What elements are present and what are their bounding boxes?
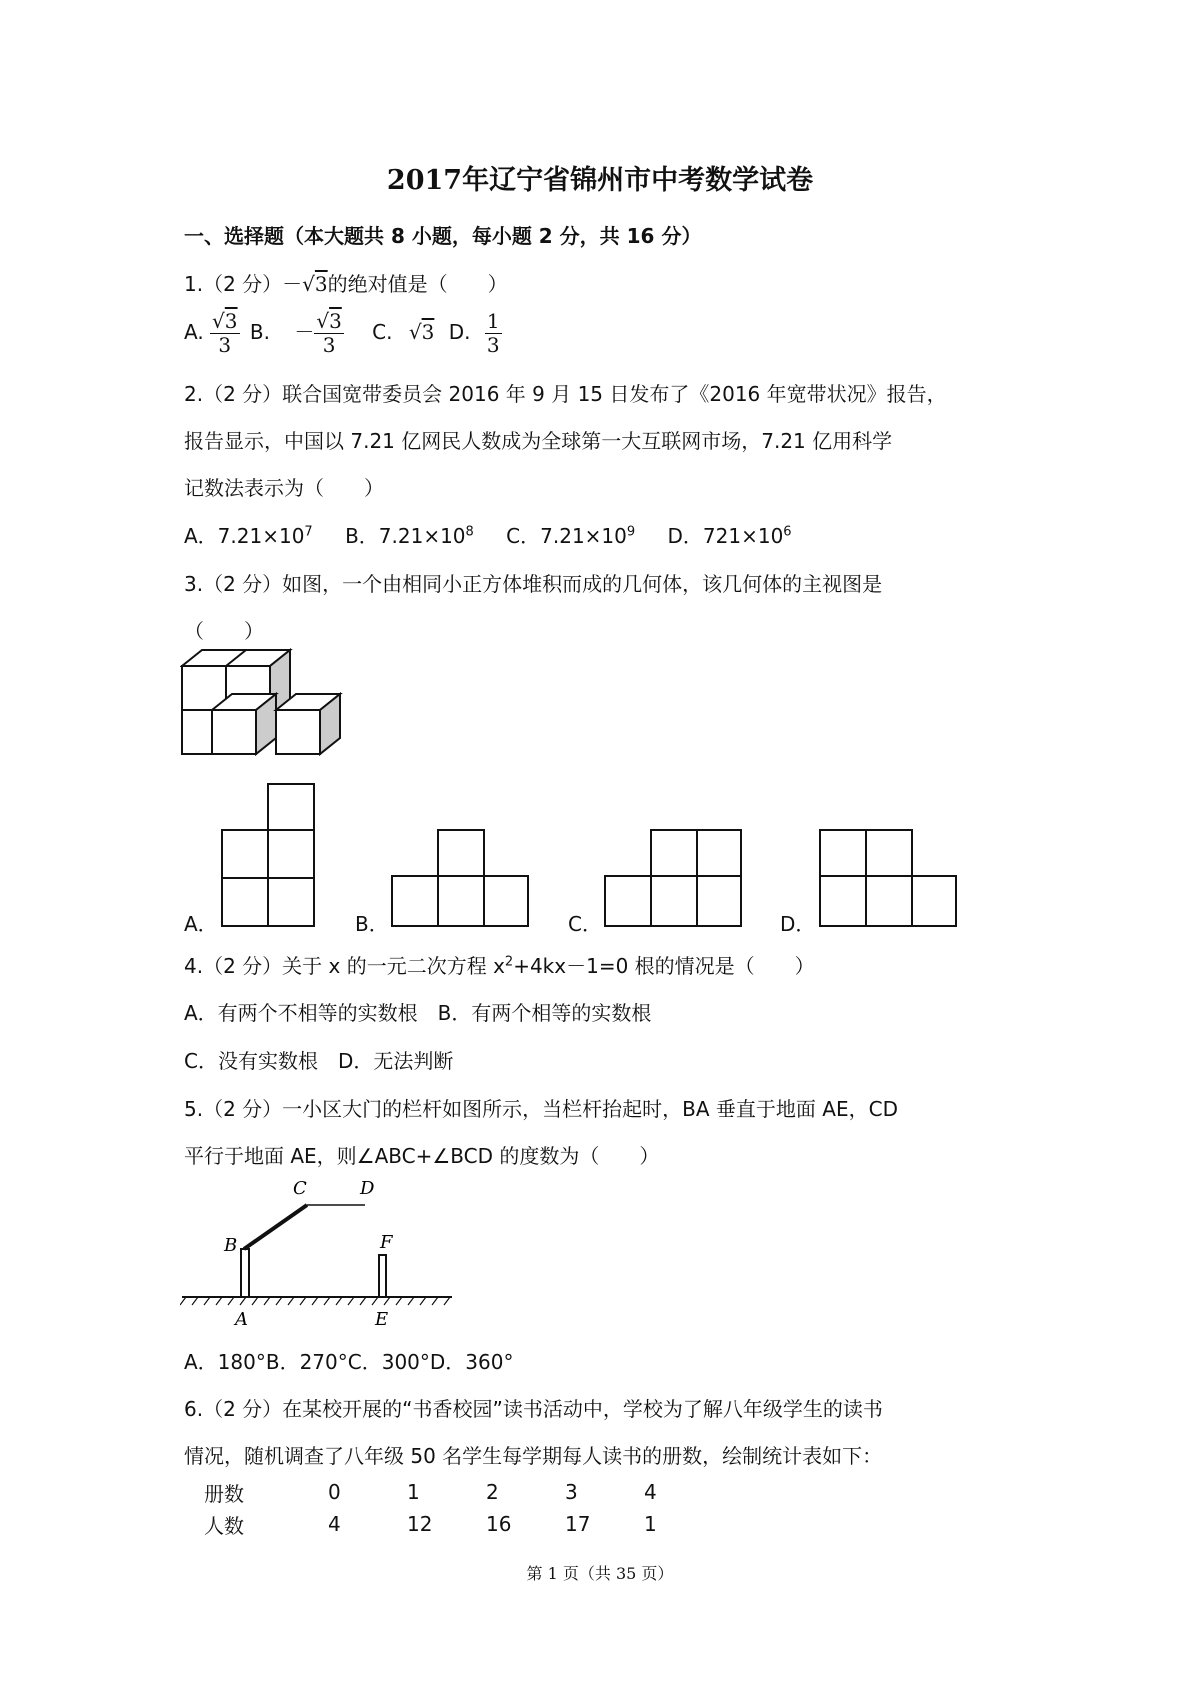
q4-options-ab: A．有两个不相等的实数根 B．有两个相等的实数根 — [184, 1001, 652, 1025]
page-title: 2017年辽宁省锦州市中考数学试卷 — [386, 165, 814, 196]
table-cell: 1 — [407, 1480, 420, 1504]
q1-stem-pre: 1.（2 分）－ — [184, 272, 303, 296]
q4-stem: 4.（2 分）关于 x 的一元二次方程 $x^2+4kx-1=0$ 根的情况是（ ） — [184, 954, 815, 978]
q2-line2: 报告显示，中国以 7.21 亿网民人数成为全球第一大互联网市场，7.21 亿用科学 — [184, 429, 893, 453]
q3-opt-a-label: A． — [184, 912, 218, 936]
table-cell: 4 — [644, 1480, 657, 1504]
cube-stack-figure — [180, 648, 350, 760]
q3-opt-d-label: D． — [780, 912, 816, 936]
q2-option-a: A．$7.21\times 10^7$ — [184, 524, 313, 548]
reading-stats-table — [204, 1476, 684, 1540]
table-row — [204, 1476, 684, 1508]
q3-opt-b-label: B． — [355, 912, 389, 936]
q2-option-b: B．$7.21\times 10^8$ — [345, 524, 474, 548]
q1-opt-b-label: B. — [249, 320, 270, 344]
table-cell: 16 — [486, 1512, 512, 1536]
q3-option-c-figure — [603, 828, 743, 930]
q1-stem — [184, 268, 508, 297]
table-row-header: 册数 — [204, 1481, 244, 1506]
page-footer: 第 1 页（共 35 页） — [526, 1564, 674, 1583]
table-cell: 3 — [565, 1480, 578, 1504]
table-row-header: 人数 — [204, 1513, 244, 1538]
q1-opt-d-fraction: $\frac{1}{3}$ — [486, 309, 500, 357]
label-f: F — [380, 1232, 393, 1253]
q1-opt-b-fraction: $\frac{√3}{3}$ — [316, 309, 342, 357]
table-cell: 0 — [328, 1480, 341, 1504]
q5-line2: 平行于地面 AE，则∠ABC+∠BCD 的度数为（ ） — [184, 1144, 660, 1168]
q2-option-c: C．$7.21\times 10^9$ — [506, 524, 636, 548]
q1-opt-a-fraction: $\frac{√3}{3}$ — [212, 309, 238, 357]
q1-radicand: 3 — [314, 272, 328, 296]
q2-option-d: D．$721\times 10^6$ — [667, 524, 792, 548]
q1-opt-d-label: D. — [448, 320, 471, 344]
minus-sign: － — [294, 320, 315, 344]
q3-line2: （ ） — [184, 619, 264, 643]
label-e: E — [375, 1309, 389, 1330]
q3-option-b-figure — [390, 828, 530, 930]
table-cell: 2 — [486, 1480, 499, 1504]
table-cell: 1 — [644, 1512, 657, 1536]
q5-line1: 5.（2 分）一小区大门的栏杆如图所示，当栏杆抬起时，BA 垂直于地面 AE，CD — [184, 1097, 898, 1121]
q2-options — [184, 520, 792, 549]
q1-opt-c-label: C. — [372, 320, 393, 344]
table-cell: 4 — [328, 1512, 341, 1536]
label-c: C — [293, 1178, 307, 1199]
q3-option-d-figure — [818, 828, 958, 930]
label-d: D — [360, 1178, 375, 1199]
q3-option-a-figure — [220, 782, 316, 930]
sqrt-symbol: √ — [302, 272, 315, 296]
q3-opt-c-label: C． — [568, 912, 602, 936]
barrier-gate-figure — [180, 1172, 455, 1332]
q1-opt-a-label: A. — [184, 320, 204, 344]
q2-line3: 记数法表示为（ ） — [184, 476, 384, 500]
q1-stem-post: 的绝对值是（ ） — [327, 272, 508, 296]
q1-opt-c-value: √3 — [408, 320, 435, 344]
label-b: B — [224, 1235, 238, 1256]
q6-line1: 6.（2 分）在某校开展的“书香校园”读书活动中，学校为了解八年级学生的读书 — [184, 1397, 883, 1421]
sqrt-symbol: √ — [212, 309, 225, 333]
table-row — [204, 1508, 684, 1540]
label-a: A — [235, 1309, 248, 1330]
q6-line2: 情况，随机调查了八年级 50 名学生每学期每人读书的册数，绘制统计表如下： — [184, 1444, 883, 1468]
q5-options: A．180°B．270°C．300°D．360° — [184, 1350, 514, 1374]
q1-options — [184, 310, 502, 357]
q4-options-cd: C．没有实数根 D．无法判断 — [184, 1049, 454, 1073]
q2-line1: 2.（2 分）联合国宽带委员会 2016 年 9 月 15 日发布了《2016 年宽带状况》报告， — [184, 382, 947, 406]
q3-line1: 3.（2 分）如图，一个由相同小正方体堆积而成的几何体，该几何体的主视图是 — [184, 572, 883, 596]
table-cell: 17 — [565, 1512, 591, 1536]
table-cell: 12 — [407, 1512, 433, 1536]
section-heading: 一、选择题（本大题共 8 小题，每小题 2 分，共 16 分） — [184, 224, 702, 248]
